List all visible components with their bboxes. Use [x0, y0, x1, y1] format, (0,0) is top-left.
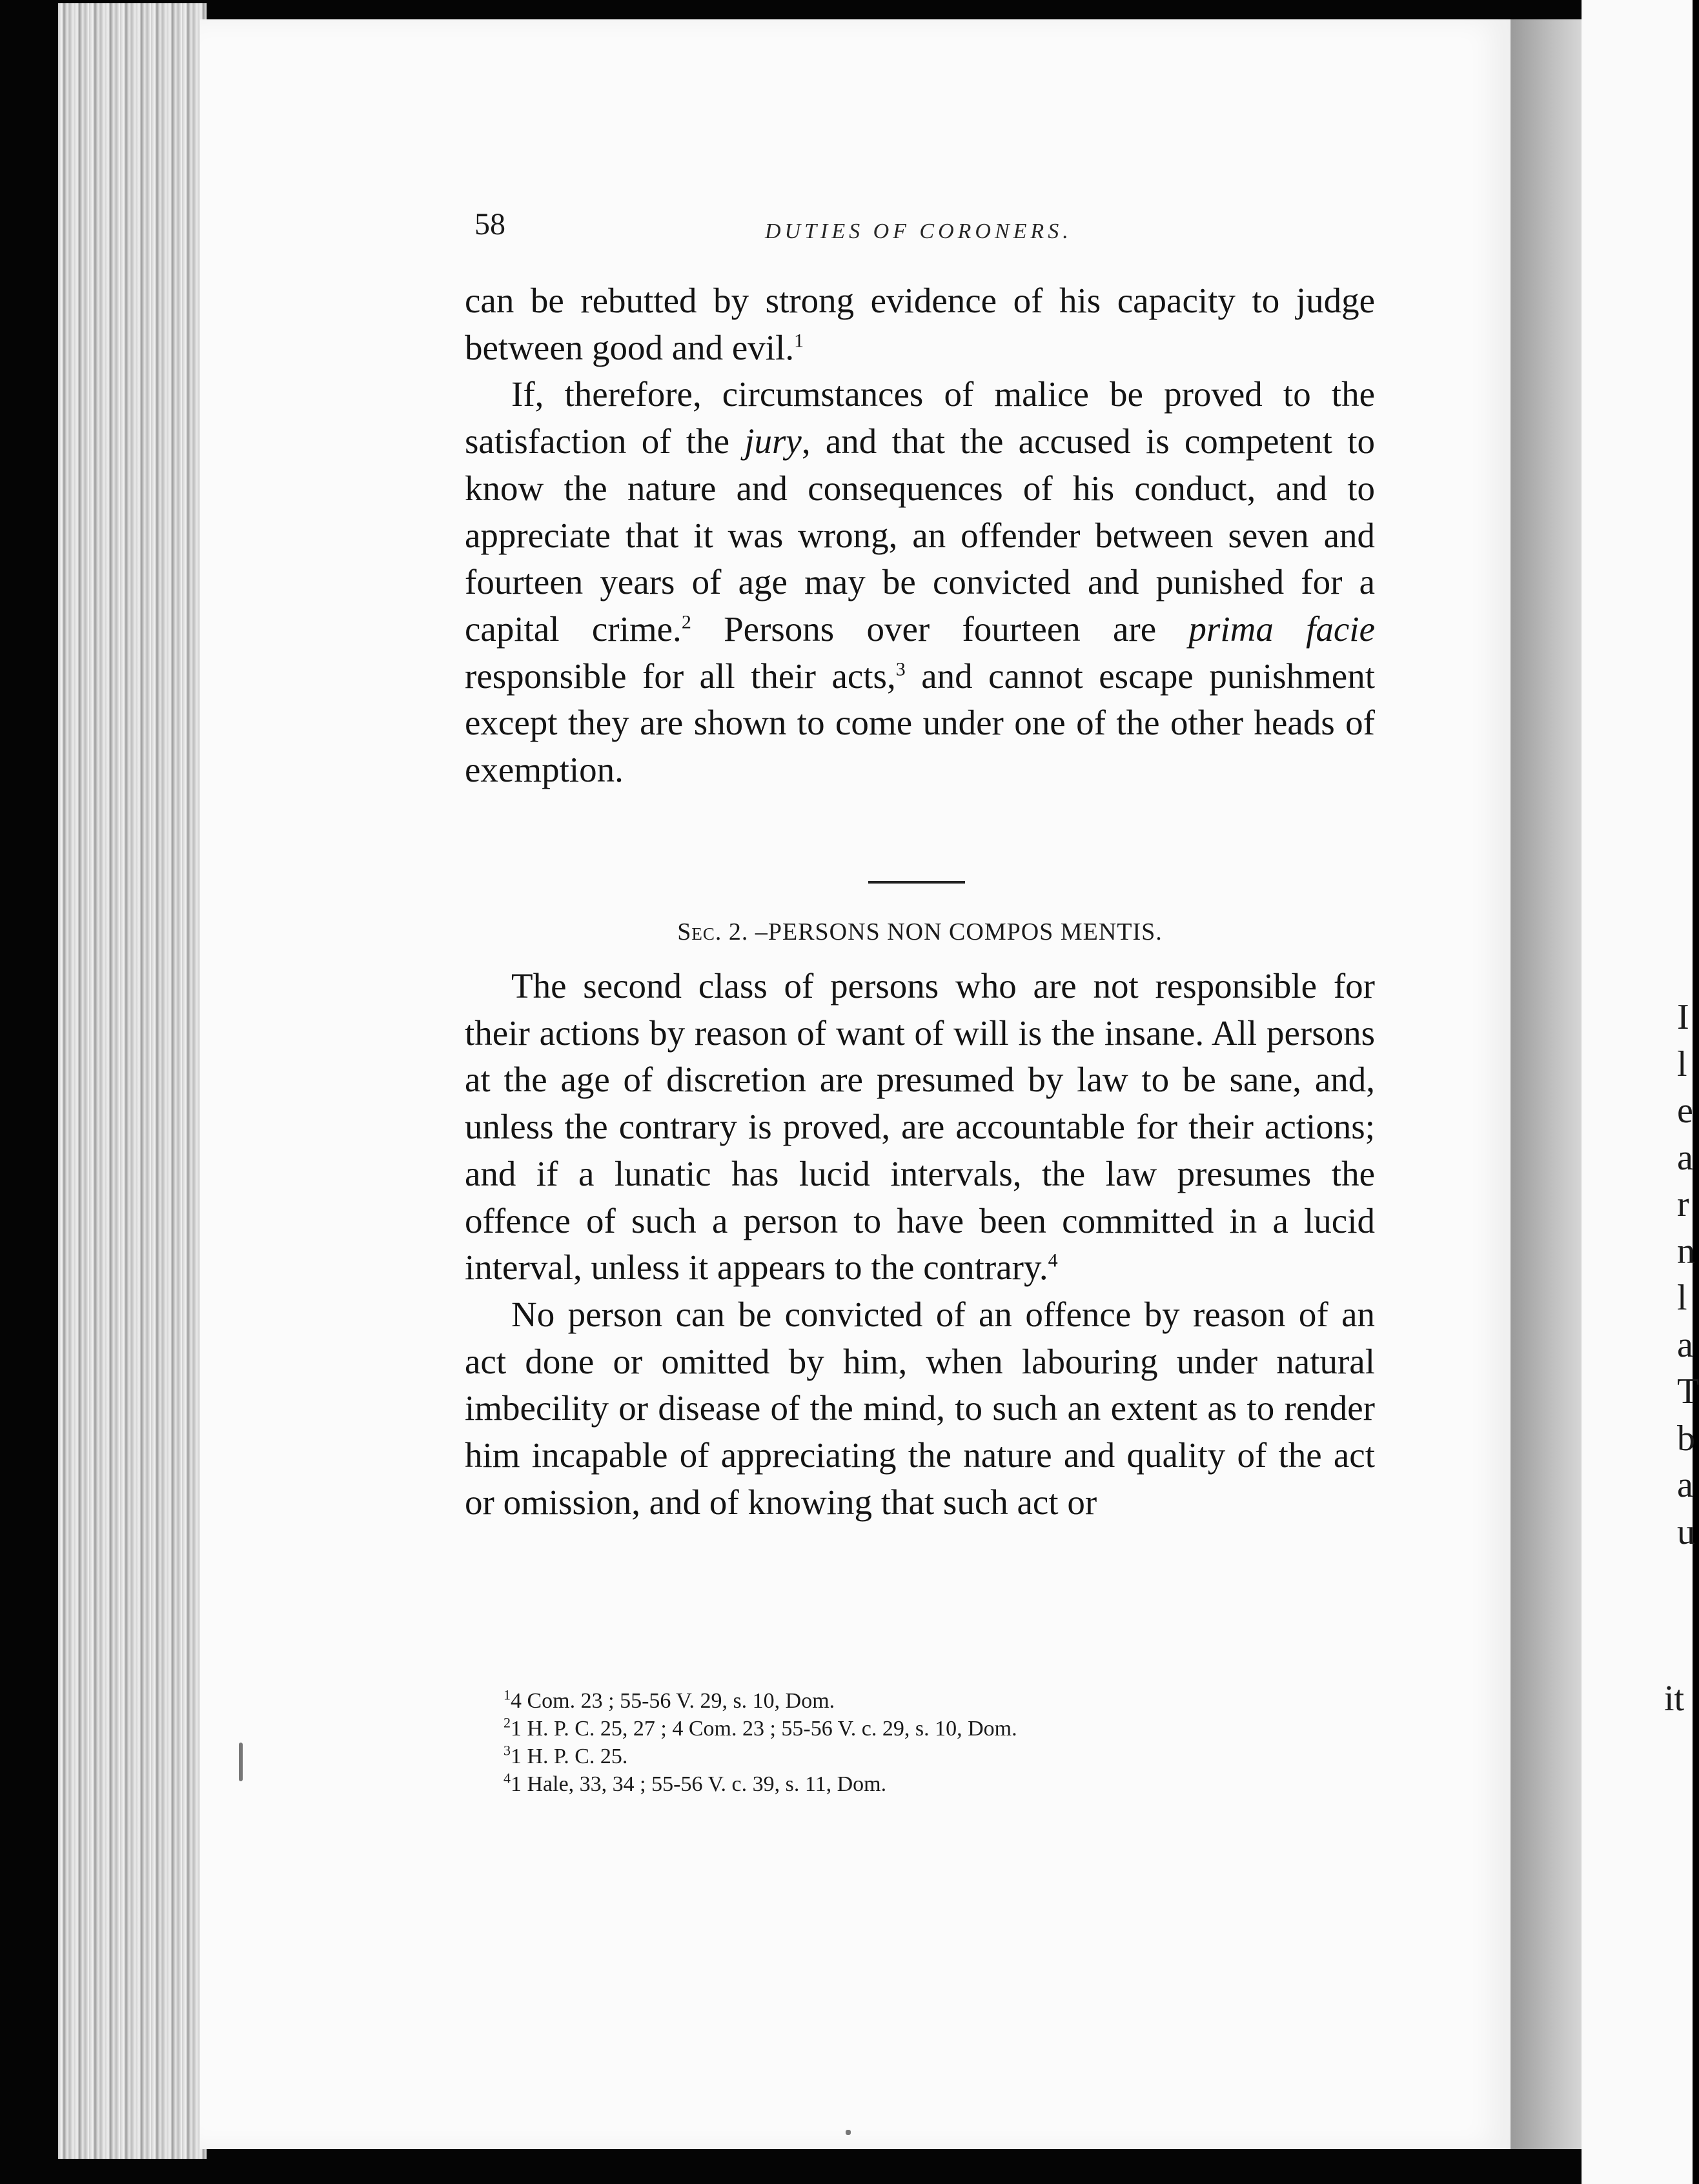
footnote-text: 1 H. P. C. 25. [511, 1744, 628, 1768]
footnote [504, 1687, 1343, 1715]
footnote [504, 1770, 1343, 1798]
footnote-text: 1 Hale, 33, 34 ; 55-56 V. c. 39, s. 11, Dom. [511, 1772, 887, 1796]
footnote-ref: 2 [681, 611, 691, 633]
footnote-number: 2 [504, 1714, 511, 1731]
paragraph [465, 371, 1375, 793]
footnote [504, 1743, 1343, 1770]
scan-mark [239, 1743, 243, 1781]
footnote-text: 4 Com. 23 ; 55-56 V. 29, s. 10, Dom. [511, 1689, 835, 1713]
facing-page-text-fragments: I l e a r n l a T b a u [1677, 997, 1699, 1552]
footnote [504, 1715, 1343, 1743]
paragraph [465, 963, 1375, 1291]
paragraph-text: , and that the accused is competent to know the nature and consequences of his conduct, and to appreciate that it was wrong, an offender between seven and fourteen years of age may be convicted and punished for a capital crime. [465, 421, 1375, 649]
facing-page-text-fragment: it [1664, 1679, 1685, 1719]
footnote-number: 3 [504, 1742, 511, 1759]
section-label: Sec. 2. [677, 918, 749, 945]
footnote-number: 1 [504, 1686, 511, 1703]
page-number: 58 [474, 207, 505, 241]
italic-term: jury [744, 421, 802, 461]
paragraph-text: No person can be convicted of an offence by reason of an act done or omitted by him, when labouring under natural imbecility or disease of the mind, to such an extent as to render him incapable of appreciating the nature and quality of the act or omission, and of knowing that such act or [465, 1294, 1375, 1522]
section-divider [868, 881, 965, 884]
paragraph-text: The second class of persons who are not responsible for their actions by reason of want of will is the insane. All persons at the age of discretion are presumed by law to be sane, and, unless the contrary is proved, are accountable for their actions; and if a lunatic has lucid intervals, the law presumes the offence of such a person to have been committed in a lucid interval, unless it appears to the contrary. [465, 966, 1375, 1288]
paragraph-text: Persons over fourteen are [691, 609, 1189, 649]
paragraph-text: If, therefore, circumstances of malice be proved to the satisfaction of the [465, 374, 1375, 461]
paragraph-continuation [465, 278, 1375, 371]
book-gutter [1511, 19, 1582, 2149]
footnote-ref: 3 [895, 658, 906, 680]
paragraph-text: responsible for all their acts, [465, 656, 896, 696]
paragraph-text: can be rebutted by strong evidence of his capacity to judge between good and evil. [465, 281, 1375, 367]
section-heading [465, 918, 1375, 946]
italic-term: prima facie [1188, 609, 1375, 649]
running-head: DUTIES OF CORONERS. [765, 219, 1072, 243]
book-page-edges [58, 3, 207, 2159]
footnote-ref: 4 [1048, 1249, 1058, 1271]
facing-page [1582, 0, 1699, 2184]
scan-mark [846, 2130, 851, 2135]
paragraph-text: and cannot escape punishment except they are shown to come under one of the other heads of exemption. [465, 656, 1375, 790]
paragraph [465, 1291, 1375, 1526]
footnote-number: 4 [504, 1770, 511, 1786]
footnote-ref: 1 [794, 330, 804, 352]
section-title: –PERSONS NON COMPOS MENTIS. [748, 918, 1163, 945]
footnotes [504, 1687, 1343, 1798]
body-text-upper [465, 278, 1375, 794]
footnote-text: 1 H. P. C. 25, 27 ; 4 Com. 23 ; 55-56 V. c. 29, s. 10, Dom. [511, 1717, 1017, 1741]
body-text-lower [465, 963, 1375, 1526]
